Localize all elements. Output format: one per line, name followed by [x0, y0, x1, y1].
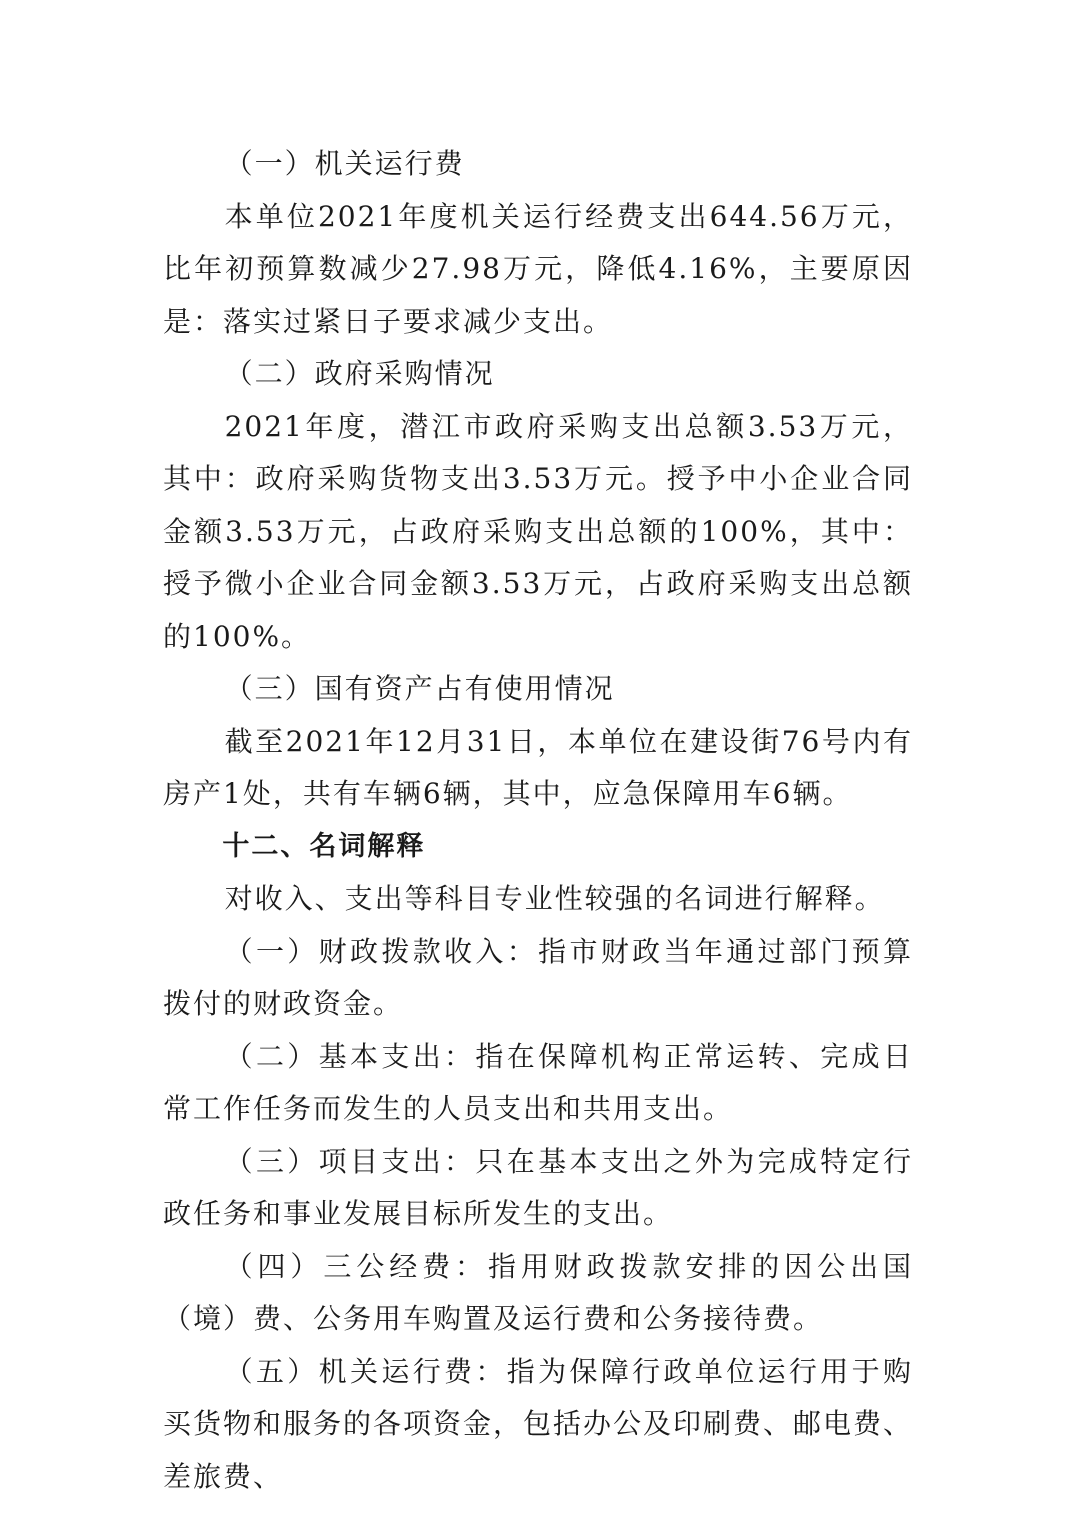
- paragraph-government-procurement: 2021年度，潜江市政府采购支出总额3.53万元，其中：政府采购货物支出3.53万元。授予中小企业合同金额3.53万元，占政府采购支出总额的100%，其中：授予微小企业合同金额3.53万元，占政府采购支出总额的100%。: [163, 409, 913, 653]
- subheading-office-operating-cost: （一）机关运行费: [224, 147, 465, 180]
- glossary-item-office-operating-cost: （五）机关运行费：指为保障行政单位运行用于购买货物和服务的各项资金，包括办公及印刷费、邮电费、差旅费、: [163, 1354, 914, 1493]
- glossary-item-three-public-expenses: （四）三公经费：指用财政拨款安排的因公出国（境）费、公务用车购置及运行费和公务接待费。: [163, 1249, 913, 1335]
- subheading-government-procurement: （二）政府采购情况: [224, 357, 495, 390]
- paragraph-office-operating-cost: 本单位2021年度机关运行经费支出644.56万元，比年初预算数减少27.98万元，降低4.16%，主要原因是：落实过紧日子要求减少支出。: [163, 199, 913, 338]
- paragraph-state-assets: 截至2021年12月31日，本单位在建设街76号内有房产1处，共有车辆6辆，其中，应急保障用车6辆。: [163, 724, 913, 810]
- glossary-item-project-expenditure: （三）项目支出：只在基本支出之外为完成特定行政任务和事业发展目标所发生的支出。: [163, 1144, 913, 1230]
- paragraph-glossary-intro: 对收入、支出等科目专业性较强的名词进行解释。: [224, 882, 885, 915]
- document-body: [163, 138, 913, 1503]
- subheading-state-assets: （三）国有资产占有使用情况: [224, 672, 615, 705]
- glossary-item-fiscal-appropriation: （一）财政拨款收入：指市财政当年通过部门预算拨付的财政资金。: [163, 934, 913, 1020]
- glossary-item-basic-expenditure: （二）基本支出：指在保障机构正常运转、完成日常工作任务而发生的人员支出和共用支出。: [163, 1039, 913, 1125]
- section-title-glossary: 十二、名词解释: [222, 830, 426, 862]
